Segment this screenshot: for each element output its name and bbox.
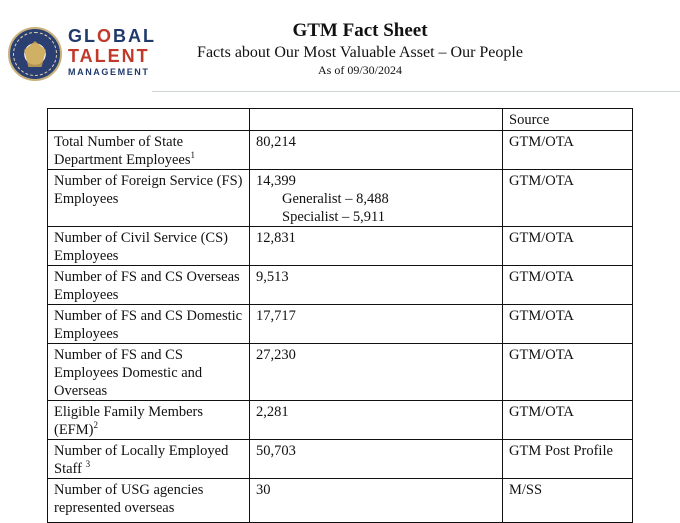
row-source: GTM/OTA: [503, 344, 633, 401]
row-label: Number of Civil Service (CS) Employees: [48, 227, 250, 266]
table-header-cell: [250, 109, 503, 131]
row-value: 2,281: [250, 401, 503, 440]
row-value-text: 14,399: [256, 173, 296, 189]
row-label: Number of USG agencies represented overseas: [48, 479, 250, 523]
fact-table: [47, 108, 633, 523]
row-value: 17,717: [250, 305, 503, 344]
as-of-date: As of 09/30/2024: [318, 63, 402, 77]
row-breakdown-generalist: Generalist – 8,488: [282, 191, 389, 207]
table-row: [48, 227, 633, 266]
row-breakdown-specialist: Specialist – 5,911: [282, 209, 385, 225]
row-label: [48, 401, 250, 440]
row-value: 9,513: [250, 266, 503, 305]
row-source: GTM/OTA: [503, 401, 633, 440]
logo-text: GL: [68, 26, 97, 46]
footnote-marker: 3: [85, 459, 91, 470]
row-value: 12,831: [250, 227, 503, 266]
row-label-text: Number of Locally Employed Staff: [54, 443, 229, 477]
logo-text: TALENT: [68, 46, 150, 66]
table-row: [48, 344, 633, 401]
table-row: [48, 401, 633, 440]
row-source: GTM/OTA: [503, 266, 633, 305]
table-header-row: [48, 109, 633, 131]
row-value: 50,703: [250, 440, 503, 479]
row-label: Number of Foreign Service (FS) Employees: [48, 170, 250, 227]
global-talent-management-logo: [68, 26, 156, 78]
row-label: Number of FS and CS Domestic Employees: [48, 305, 250, 344]
table-row: [48, 440, 633, 479]
table-row: [48, 479, 633, 523]
row-label-text: Total Number of State Department Employees: [54, 134, 191, 168]
row-label: Number of FS and CS Overseas Employees: [48, 266, 250, 305]
row-label-text: Eligible Family Members (EFM): [54, 404, 204, 438]
header: [150, 20, 570, 77]
table-row: [48, 170, 633, 227]
table-row: [48, 305, 633, 344]
row-value: 30: [250, 479, 503, 523]
header-divider: [152, 91, 680, 92]
row-source: GTM/OTA: [503, 227, 633, 266]
row-source: GTM/OTA: [503, 131, 633, 170]
table-row: [48, 131, 633, 170]
table-header-source: Source: [503, 109, 633, 131]
row-value: [250, 170, 503, 227]
logo-text: MANAGEMENT: [68, 67, 150, 77]
footnote-marker: 1: [190, 150, 195, 161]
logo-text: O: [97, 26, 114, 46]
department-of-state-seal-icon: [8, 27, 62, 81]
table-row: [48, 266, 633, 305]
row-source: M/SS: [503, 479, 633, 523]
row-label: Number of FS and CS Employees Domestic and Overseas: [48, 344, 250, 401]
page-subtitle: Facts about Our Most Valuable Asset – Our People: [197, 44, 523, 61]
row-source: GTM/OTA: [503, 305, 633, 344]
row-value: 27,230: [250, 344, 503, 401]
footnote-marker: 2: [93, 420, 98, 431]
row-source: GTM Post Profile: [503, 440, 633, 479]
table-header-cell: [48, 109, 250, 131]
row-source: GTM/OTA: [503, 170, 633, 227]
page-title: GTM Fact Sheet: [292, 20, 428, 41]
logo-text: BAL: [113, 26, 157, 46]
row-value: 80,214: [250, 131, 503, 170]
row-label: [48, 440, 250, 479]
row-label: [48, 131, 250, 170]
